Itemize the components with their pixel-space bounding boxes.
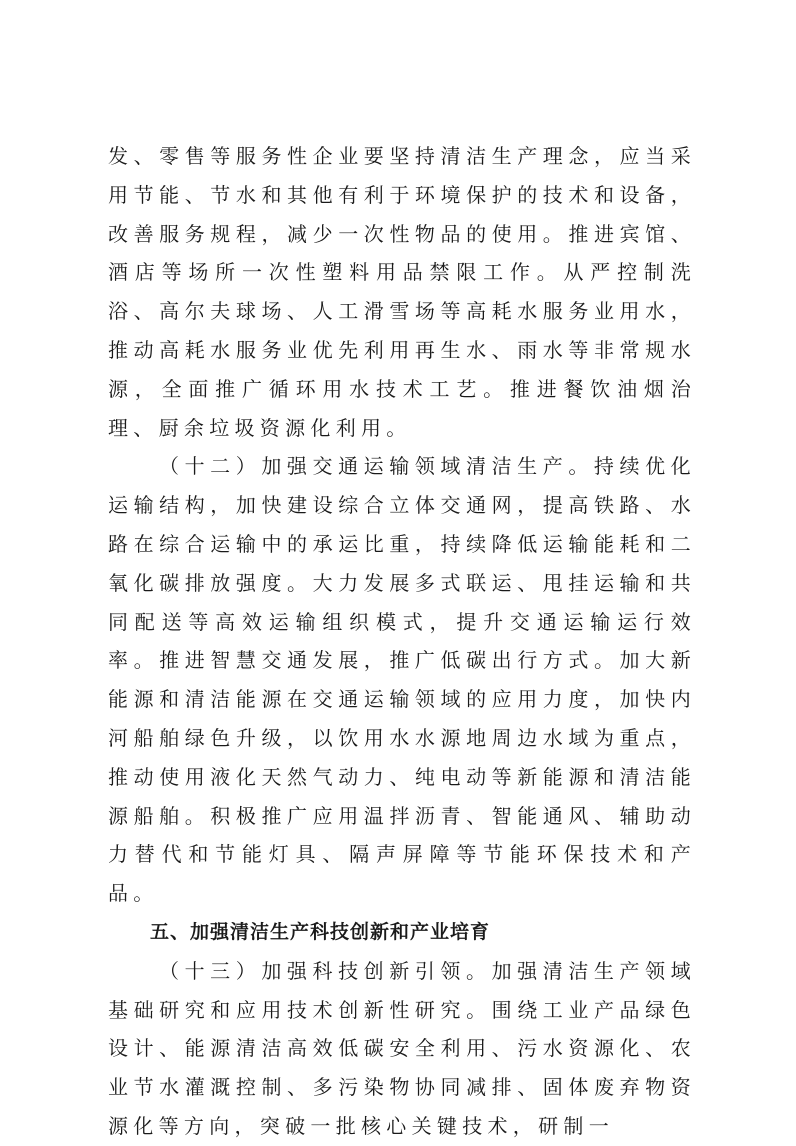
section-heading-innovation: 五、加强清洁生产科技创新和产业培育 (150, 920, 491, 943)
body-paragraph-tech-innovation: （十三）加强科技创新引领。加强清洁生产领域基础研究和应用技术创新性研究。围绕工业产品绿色设计、能源清洁高效低碳安全利用、污水资源化、农业节水灌溉控制、多污染物协同减排、固体废弃物资源化等方向，突破一批核心关键技术，研制一 (108, 958, 696, 1138)
body-paragraph-services: 发、零售等服务性企业要坚持清洁生产理念，应当采用节能、节水和其他有利于环境保护的技术和设备，改善服务规程，减少一次性物品的使用。推进宾馆、酒店等场所一次性塑料用品禁限工作。从严控制洗浴、高尔夫球场、人工滑雪场等高耗水服务业用水，推动高耗水服务业优先利用再生水、雨水等非常规水源，全面推广循环用水技术工艺。推进餐饮油烟治理、厨余垃圾资源化利用。 (108, 144, 696, 440)
body-paragraph-transport: （十二）加强交通运输领域清洁生产。持续优化运输结构，加快建设综合立体交通网，提高铁路、水路在综合运输中的承运比重，持续降低运输能耗和二氧化碳排放强度。大力发展多式联运、甩挂运输和共同配送等高效运输组织模式，提升交通运输运行效率。推进智慧交通发展，推广低碳出行方式。加大新能源和清洁能源在交通运输领域的应用力度，加快内河船舶绿色升级，以饮用水水源地周边水域为重点，推动使用液化天然气动力、纯电动等新能源和清洁能源船舶。积极推广应用温拌沥青、智能通风、辅助动力替代和节能灯具、隔声屏障等节能环保技术和产品。 (108, 454, 696, 906)
